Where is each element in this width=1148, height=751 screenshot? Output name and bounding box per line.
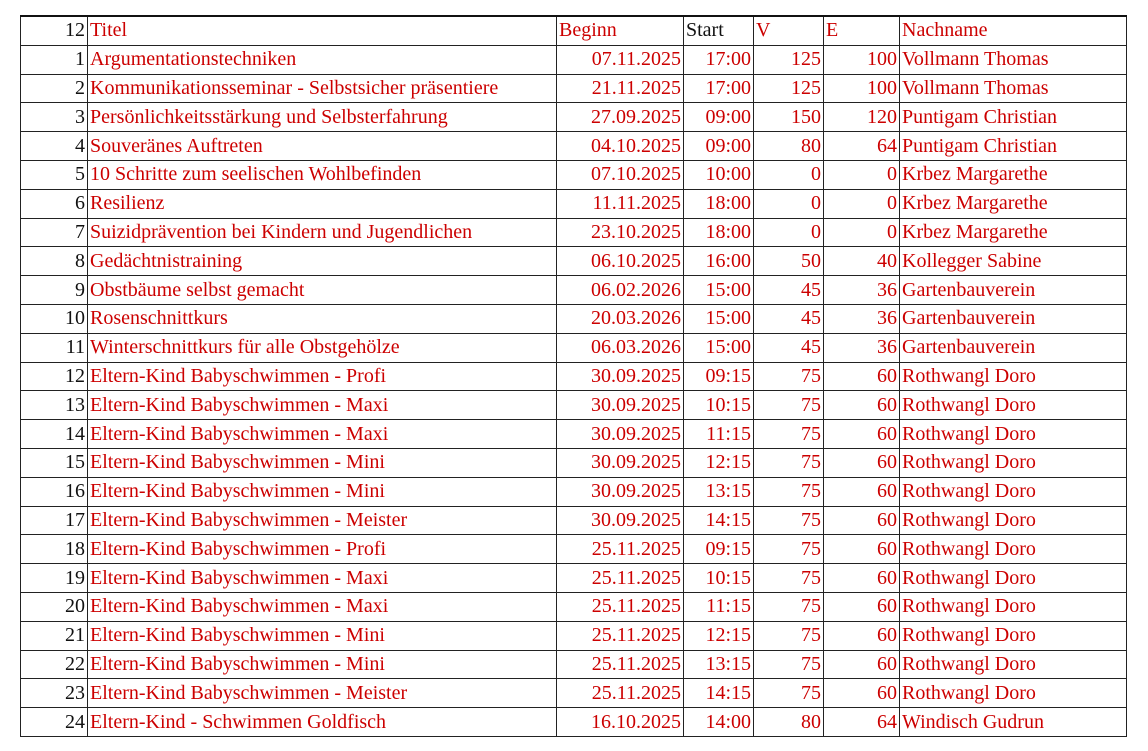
cell-nachname[interactable]: Gartenbauverein (900, 276, 1127, 305)
cell-e[interactable]: 60 (824, 535, 900, 564)
cell-nr[interactable]: 15 (21, 448, 88, 477)
table-row (21, 276, 1127, 305)
cell-nr[interactable]: 16 (21, 477, 88, 506)
cell-titel[interactable]: Argumentationstechniken (88, 45, 557, 74)
cell-e[interactable]: 0 (824, 189, 900, 218)
cell-nr[interactable]: 21 (21, 621, 88, 650)
cell-nr[interactable]: 5 (21, 160, 88, 189)
cell-e[interactable]: 60 (824, 650, 900, 679)
cell-beginn[interactable]: 27.09.2025 (557, 103, 684, 132)
cell-nr[interactable]: 3 (21, 103, 88, 132)
cell-v[interactable]: 80 (754, 708, 824, 737)
cell-nachname[interactable]: Gartenbauverein (900, 304, 1127, 333)
table-row (21, 535, 1127, 564)
course-table (20, 15, 1127, 737)
cell-start[interactable]: 17:00 (684, 45, 754, 74)
cell-v[interactable]: 50 (754, 247, 824, 276)
cell-v[interactable]: 45 (754, 276, 824, 305)
cell-titel[interactable]: Suizidprävention bei Kindern und Jugendlichen (88, 218, 557, 247)
table-row (21, 160, 1127, 189)
cell-start[interactable]: 09:00 (684, 103, 754, 132)
cell-beginn[interactable]: 25.11.2025 (557, 592, 684, 621)
header-cell-e[interactable]: E (824, 16, 900, 45)
cell-nr[interactable]: 2 (21, 74, 88, 103)
cell-beginn[interactable]: 23.10.2025 (557, 218, 684, 247)
cell-start[interactable]: 12:15 (684, 448, 754, 477)
cell-nr[interactable]: 19 (21, 564, 88, 593)
cell-nachname[interactable]: Rothwangl Doro (900, 477, 1127, 506)
cell-beginn[interactable]: 06.10.2025 (557, 247, 684, 276)
cell-nr[interactable]: 24 (21, 708, 88, 737)
cell-e[interactable]: 0 (824, 218, 900, 247)
table-row (21, 679, 1127, 708)
cell-start[interactable]: 14:15 (684, 679, 754, 708)
cell-nachname[interactable]: Rothwangl Doro (900, 535, 1127, 564)
cell-e[interactable]: 60 (824, 362, 900, 391)
cell-nr[interactable]: 12 (21, 362, 88, 391)
cell-e[interactable]: 120 (824, 103, 900, 132)
cell-nachname[interactable]: Rothwangl Doro (900, 592, 1127, 621)
cell-start[interactable]: 14:00 (684, 708, 754, 737)
cell-v[interactable]: 0 (754, 189, 824, 218)
cell-titel[interactable]: 10 Schritte zum seelischen Wohlbefinden (88, 160, 557, 189)
table-row (21, 304, 1127, 333)
cell-nachname[interactable]: Rothwangl Doro (900, 420, 1127, 449)
table-row (21, 708, 1127, 737)
table-row (21, 45, 1127, 74)
cell-beginn[interactable]: 25.11.2025 (557, 564, 684, 593)
cell-titel[interactable]: Souveränes Auftreten (88, 132, 557, 161)
cell-start[interactable]: 11:15 (684, 420, 754, 449)
cell-start[interactable]: 15:00 (684, 276, 754, 305)
cell-nr[interactable]: 23 (21, 679, 88, 708)
cell-nachname[interactable]: Vollmann Thomas (900, 74, 1127, 103)
cell-nachname[interactable]: Rothwangl Doro (900, 650, 1127, 679)
cell-titel[interactable]: Obstbäume selbst gemacht (88, 276, 557, 305)
table-row (21, 189, 1127, 218)
cell-e[interactable]: 64 (824, 708, 900, 737)
cell-v[interactable]: 150 (754, 103, 824, 132)
cell-e[interactable]: 36 (824, 333, 900, 362)
cell-e[interactable]: 60 (824, 564, 900, 593)
cell-nr[interactable]: 6 (21, 189, 88, 218)
cell-beginn[interactable]: 25.11.2025 (557, 650, 684, 679)
table-row (21, 506, 1127, 535)
cell-start[interactable]: 15:00 (684, 333, 754, 362)
cell-nr[interactable]: 7 (21, 218, 88, 247)
cell-beginn[interactable]: 30.09.2025 (557, 477, 684, 506)
cell-nachname[interactable]: Rothwangl Doro (900, 391, 1127, 420)
table-row (21, 362, 1127, 391)
cell-v[interactable]: 75 (754, 650, 824, 679)
cell-start[interactable]: 18:00 (684, 189, 754, 218)
cell-nachname[interactable]: Vollmann Thomas (900, 45, 1127, 74)
cell-e[interactable]: 60 (824, 592, 900, 621)
cell-nachname[interactable]: Rothwangl Doro (900, 564, 1127, 593)
cell-e[interactable]: 100 (824, 74, 900, 103)
cell-titel[interactable]: Resilienz (88, 189, 557, 218)
cell-start[interactable]: 11:15 (684, 592, 754, 621)
cell-titel[interactable]: Rosenschnittkurs (88, 304, 557, 333)
table-row (21, 564, 1127, 593)
table-row (21, 391, 1127, 420)
cell-start[interactable]: 10:15 (684, 564, 754, 593)
cell-nr[interactable]: 8 (21, 247, 88, 276)
cell-start[interactable]: 12:15 (684, 621, 754, 650)
cell-beginn[interactable]: 30.09.2025 (557, 506, 684, 535)
header-cell-titel[interactable]: Titel (88, 16, 557, 45)
cell-v[interactable]: 80 (754, 132, 824, 161)
cell-start[interactable]: 14:15 (684, 506, 754, 535)
cell-e[interactable]: 60 (824, 621, 900, 650)
cell-start[interactable]: 17:00 (684, 74, 754, 103)
cell-beginn[interactable]: 30.09.2025 (557, 391, 684, 420)
header-row (21, 16, 1127, 45)
cell-nr[interactable]: 17 (21, 506, 88, 535)
table-row (21, 218, 1127, 247)
cell-beginn[interactable]: 30.09.2025 (557, 362, 684, 391)
cell-beginn[interactable]: 06.02.2026 (557, 276, 684, 305)
cell-titel[interactable]: Eltern-Kind Babyschwimmen - Maxi (88, 592, 557, 621)
cell-titel[interactable]: Eltern-Kind Babyschwimmen - Meister (88, 506, 557, 535)
cell-nachname[interactable]: Rothwangl Doro (900, 679, 1127, 708)
cell-v[interactable]: 75 (754, 391, 824, 420)
cell-e[interactable]: 100 (824, 45, 900, 74)
cell-nachname[interactable]: Rothwangl Doro (900, 621, 1127, 650)
cell-v[interactable]: 0 (754, 160, 824, 189)
cell-v[interactable]: 75 (754, 535, 824, 564)
cell-nr[interactable]: 1 (21, 45, 88, 74)
cell-e[interactable]: 60 (824, 391, 900, 420)
table-body (21, 16, 1127, 736)
cell-v[interactable]: 0 (754, 218, 824, 247)
cell-e[interactable]: 60 (824, 477, 900, 506)
cell-start[interactable]: 09:15 (684, 535, 754, 564)
cell-e[interactable]: 36 (824, 304, 900, 333)
cell-start[interactable]: 15:00 (684, 304, 754, 333)
cell-titel[interactable]: Eltern-Kind Babyschwimmen - Maxi (88, 564, 557, 593)
cell-titel[interactable]: Eltern-Kind Babyschwimmen - Mini (88, 448, 557, 477)
cell-titel[interactable]: Eltern-Kind Babyschwimmen - Mini (88, 650, 557, 679)
cell-start[interactable]: 13:15 (684, 650, 754, 679)
cell-titel[interactable]: Eltern-Kind Babyschwimmen - Maxi (88, 391, 557, 420)
cell-v[interactable]: 125 (754, 45, 824, 74)
table-row (21, 247, 1127, 276)
cell-v[interactable]: 75 (754, 506, 824, 535)
header-cell-start[interactable]: Start (684, 16, 754, 45)
cell-beginn[interactable]: 30.09.2025 (557, 420, 684, 449)
header-cell-beginn[interactable]: Beginn (557, 16, 684, 45)
cell-nr[interactable]: 22 (21, 650, 88, 679)
cell-start[interactable]: 16:00 (684, 247, 754, 276)
cell-titel[interactable]: Kommunikationsseminar - Selbstsicher präsentiere (88, 74, 557, 103)
cell-nr[interactable]: 10 (21, 304, 88, 333)
cell-start[interactable]: 09:00 (684, 132, 754, 161)
cell-nr[interactable]: 11 (21, 333, 88, 362)
header-cell-nachname[interactable]: Nachname (900, 16, 1127, 45)
cell-beginn[interactable]: 20.03.2026 (557, 304, 684, 333)
cell-start[interactable]: 10:00 (684, 160, 754, 189)
cell-beginn[interactable]: 11.11.2025 (557, 189, 684, 218)
cell-v[interactable]: 75 (754, 448, 824, 477)
cell-beginn[interactable]: 16.10.2025 (557, 708, 684, 737)
cell-start[interactable]: 10:15 (684, 391, 754, 420)
cell-nachname[interactable]: Rothwangl Doro (900, 362, 1127, 391)
table-row (21, 74, 1127, 103)
cell-beginn[interactable]: 07.11.2025 (557, 45, 684, 74)
cell-nachname[interactable]: Rothwangl Doro (900, 448, 1127, 477)
cell-titel[interactable]: Eltern-Kind Babyschwimmen - Mini (88, 477, 557, 506)
cell-nr[interactable]: 9 (21, 276, 88, 305)
cell-nr[interactable]: 18 (21, 535, 88, 564)
cell-v[interactable]: 75 (754, 592, 824, 621)
table-row (21, 420, 1127, 449)
cell-nachname[interactable]: Gartenbauverein (900, 333, 1127, 362)
cell-beginn[interactable]: 25.11.2025 (557, 679, 684, 708)
cell-nachname[interactable]: Kollegger Sabine (900, 247, 1127, 276)
cell-titel[interactable]: Winterschnittkurs für alle Obstgehölze (88, 333, 557, 362)
cell-titel[interactable]: Eltern-Kind Babyschwimmen - Profi (88, 535, 557, 564)
cell-titel[interactable]: Eltern-Kind - Schwimmen Goldfisch (88, 708, 557, 737)
cell-nachname[interactable]: Puntigam Christian (900, 132, 1127, 161)
cell-e[interactable]: 0 (824, 160, 900, 189)
cell-nachname[interactable]: Windisch Gudrun (900, 708, 1127, 737)
cell-titel[interactable]: Eltern-Kind Babyschwimmen - Profi (88, 362, 557, 391)
cell-beginn[interactable]: 06.03.2026 (557, 333, 684, 362)
table-row (21, 448, 1127, 477)
cell-nr[interactable]: 20 (21, 592, 88, 621)
cell-beginn[interactable]: 07.10.2025 (557, 160, 684, 189)
cell-v[interactable]: 75 (754, 679, 824, 708)
cell-v[interactable]: 75 (754, 564, 824, 593)
table-row (21, 650, 1127, 679)
cell-nachname[interactable]: Krbez Margarethe (900, 189, 1127, 218)
cell-nachname[interactable]: Krbez Margarethe (900, 160, 1127, 189)
table-row (21, 477, 1127, 506)
cell-titel[interactable]: Gedächtnistraining (88, 247, 557, 276)
cell-titel[interactable]: Persönlichkeitsstärkung und Selbsterfahrung (88, 103, 557, 132)
cell-e[interactable]: 64 (824, 132, 900, 161)
cell-e[interactable]: 36 (824, 276, 900, 305)
cell-nachname[interactable]: Puntigam Christian (900, 103, 1127, 132)
table-row (21, 592, 1127, 621)
cell-nr[interactable]: 14 (21, 420, 88, 449)
table-row (21, 103, 1127, 132)
cell-v[interactable]: 125 (754, 74, 824, 103)
cell-v[interactable]: 75 (754, 621, 824, 650)
table-row (21, 132, 1127, 161)
table-row (21, 333, 1127, 362)
cell-v[interactable]: 45 (754, 304, 824, 333)
cell-e[interactable]: 60 (824, 506, 900, 535)
cell-nachname[interactable]: Rothwangl Doro (900, 506, 1127, 535)
cell-v[interactable]: 75 (754, 477, 824, 506)
cell-titel[interactable]: Eltern-Kind Babyschwimmen - Mini (88, 621, 557, 650)
cell-titel[interactable]: Eltern-Kind Babyschwimmen - Maxi (88, 420, 557, 449)
cell-e[interactable]: 60 (824, 448, 900, 477)
header-cell-v[interactable]: V (754, 16, 824, 45)
cell-v[interactable]: 75 (754, 362, 824, 391)
cell-e[interactable]: 60 (824, 420, 900, 449)
cell-nr[interactable]: 13 (21, 391, 88, 420)
cell-start[interactable]: 13:15 (684, 477, 754, 506)
cell-e[interactable]: 40 (824, 247, 900, 276)
cell-beginn[interactable]: 30.09.2025 (557, 448, 684, 477)
cell-titel[interactable]: Eltern-Kind Babyschwimmen - Meister (88, 679, 557, 708)
cell-start[interactable]: 09:15 (684, 362, 754, 391)
cell-nachname[interactable]: Krbez Margarethe (900, 218, 1127, 247)
cell-beginn[interactable]: 25.11.2025 (557, 621, 684, 650)
cell-beginn[interactable]: 04.10.2025 (557, 132, 684, 161)
header-cell-nr[interactable]: 12 (21, 16, 88, 45)
cell-beginn[interactable]: 25.11.2025 (557, 535, 684, 564)
cell-v[interactable]: 75 (754, 420, 824, 449)
cell-e[interactable]: 60 (824, 679, 900, 708)
table-row (21, 621, 1127, 650)
cell-start[interactable]: 18:00 (684, 218, 754, 247)
cell-beginn[interactable]: 21.11.2025 (557, 74, 684, 103)
cell-v[interactable]: 45 (754, 333, 824, 362)
cell-nr[interactable]: 4 (21, 132, 88, 161)
